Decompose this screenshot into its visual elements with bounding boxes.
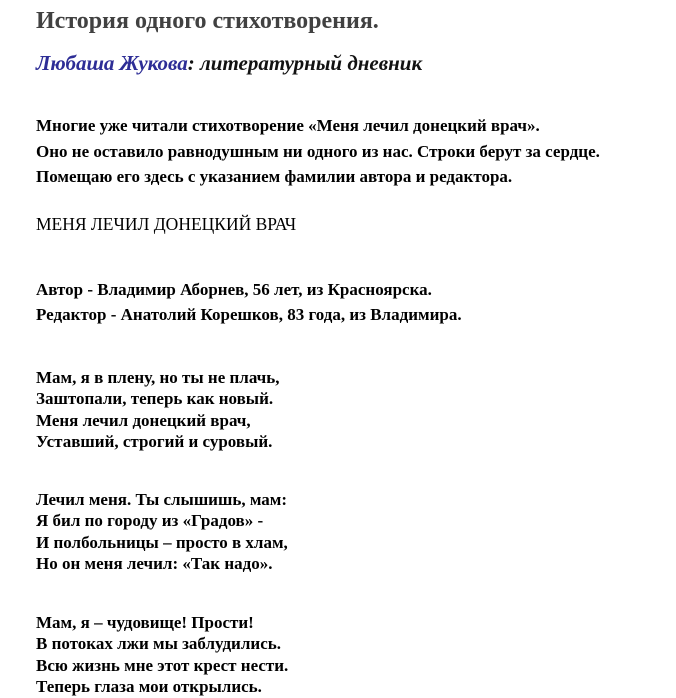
poem-line: Но он меня лечил: «Так надо». [36, 554, 273, 573]
page-title: История одного стихотворения. [36, 8, 379, 34]
poem-line: Мам, я в плену, но ты не плачь, [36, 367, 280, 387]
byline-suffix: : литературный дневник [187, 51, 423, 75]
poem-credits [36, 277, 652, 327]
poem-line: В потоках лжи мы заблудились. [36, 634, 281, 653]
poem-stanza-2 [36, 489, 652, 575]
poem-line: Заштопали, теперь как новый. [36, 389, 274, 408]
poem-title: МЕНЯ ЛЕЧИЛ ДОНЕЦКИЙ ВРАЧ [36, 213, 297, 234]
intro-line: Оно не оставило равнодушным ни одного из нас. Строки берут за сердце. [36, 141, 600, 161]
poem-stanza-1 [36, 367, 652, 453]
author-link[interactable]: Любаша Жукова [36, 51, 188, 75]
credit-line: Автор - Владимир Аборнев, 56 лет, из Красноярска. [36, 279, 432, 299]
intro-line: Помещаю его здесь с указанием фамилии автора и редактора. [36, 167, 513, 186]
poem-line: Я бил по городу из «Градов» - [36, 511, 264, 530]
poem-line: Теперь глаза мои открылись. [36, 677, 262, 696]
poem-line: И полбольницы – просто в хлам, [36, 532, 288, 552]
intro-line: Многие уже читали стихотворение «Меня лечил донецкий врач». [36, 116, 540, 135]
poem-line: Лечил меня. Ты слышишь, мам: [36, 489, 288, 509]
byline [36, 51, 652, 75]
intro-paragraph [36, 113, 652, 190]
poem-stanza-3 [36, 612, 652, 698]
poem-line: Меня лечил донецкий врач, [36, 410, 251, 430]
credit-line: Редактор - Анатолий Корешков, 83 года, из Владимира. [36, 304, 462, 324]
poem-line: Мам, я – чудовище! Прости! [36, 612, 254, 632]
poem-line: Уставший, строгий и суровый. [36, 432, 273, 451]
poem-line: Всю жизнь мне этот крест нести. [36, 655, 289, 675]
